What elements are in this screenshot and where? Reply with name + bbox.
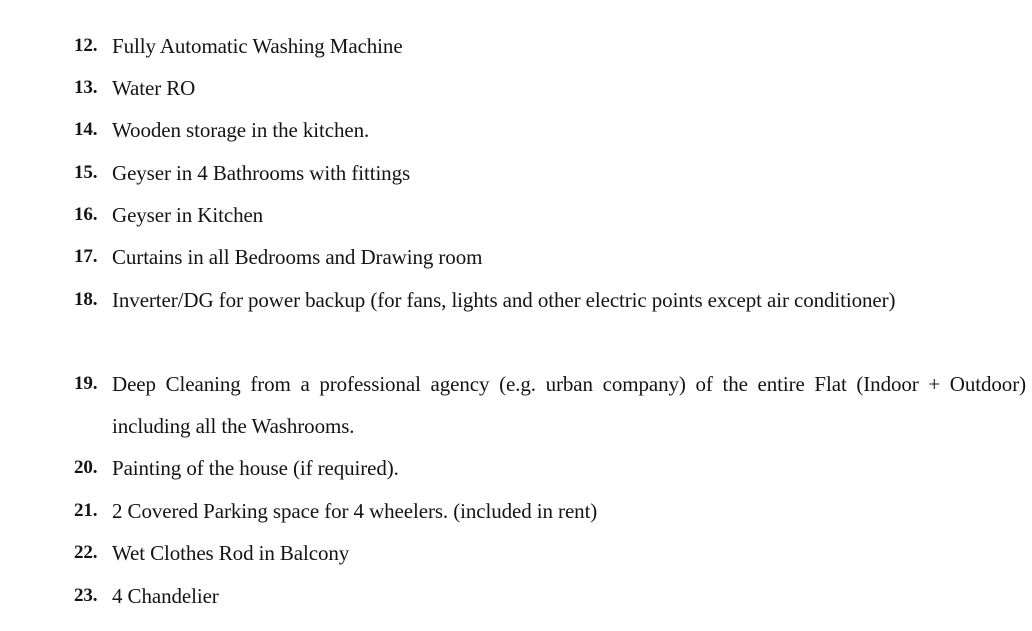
item-number: 12. bbox=[74, 35, 98, 56]
item-text: Curtains in all Bedrooms and Drawing room bbox=[112, 245, 483, 269]
item-number: 14. bbox=[74, 119, 98, 140]
item-number: 13. bbox=[74, 77, 98, 98]
item-text: 2 Covered Parking space for 4 wheelers. (included in rent) bbox=[112, 499, 598, 523]
item-text: Inverter/DG for power backup (for fans, lights and other electric points except air conditioner) bbox=[112, 288, 896, 312]
item-text: Wooden storage in the kitchen. bbox=[112, 118, 370, 142]
item-number: 17. bbox=[74, 246, 98, 267]
item-text: Deep Cleaning from a professional agency (e.g. urban company) of the entire Flat (Indoor + Outdoor) including all the Washrooms. bbox=[112, 372, 1026, 438]
item-number: 21. bbox=[74, 500, 98, 521]
item-number: 22. bbox=[74, 542, 98, 563]
item-number: 16. bbox=[74, 204, 98, 225]
list-item bbox=[74, 490, 1026, 532]
list-item bbox=[74, 236, 1026, 278]
item-number: 15. bbox=[74, 162, 98, 183]
list-item bbox=[74, 575, 1026, 617]
item-number: 23. bbox=[74, 585, 98, 606]
item-number: 20. bbox=[74, 457, 98, 478]
item-text: Geyser in 4 Bathrooms with fittings bbox=[112, 161, 411, 185]
list-item bbox=[74, 279, 1026, 321]
list-item bbox=[74, 109, 1026, 151]
list-item bbox=[74, 152, 1026, 194]
item-number: 19. bbox=[74, 373, 98, 394]
item-text: Painting of the house (if required). bbox=[112, 456, 399, 480]
list-item bbox=[74, 25, 1026, 67]
item-text: Wet Clothes Rod in Balcony bbox=[112, 541, 350, 565]
item-text: Water RO bbox=[112, 76, 196, 100]
item-text: 4 Chandelier bbox=[112, 584, 219, 608]
item-text: Geyser in Kitchen bbox=[112, 203, 264, 227]
list-item bbox=[74, 363, 1026, 447]
list-item bbox=[74, 532, 1026, 574]
item-text: Fully Automatic Washing Machine bbox=[112, 34, 403, 58]
list-item bbox=[74, 67, 1026, 109]
item-number: 18. bbox=[74, 289, 98, 310]
list-item bbox=[74, 194, 1026, 236]
list-item bbox=[74, 447, 1026, 489]
